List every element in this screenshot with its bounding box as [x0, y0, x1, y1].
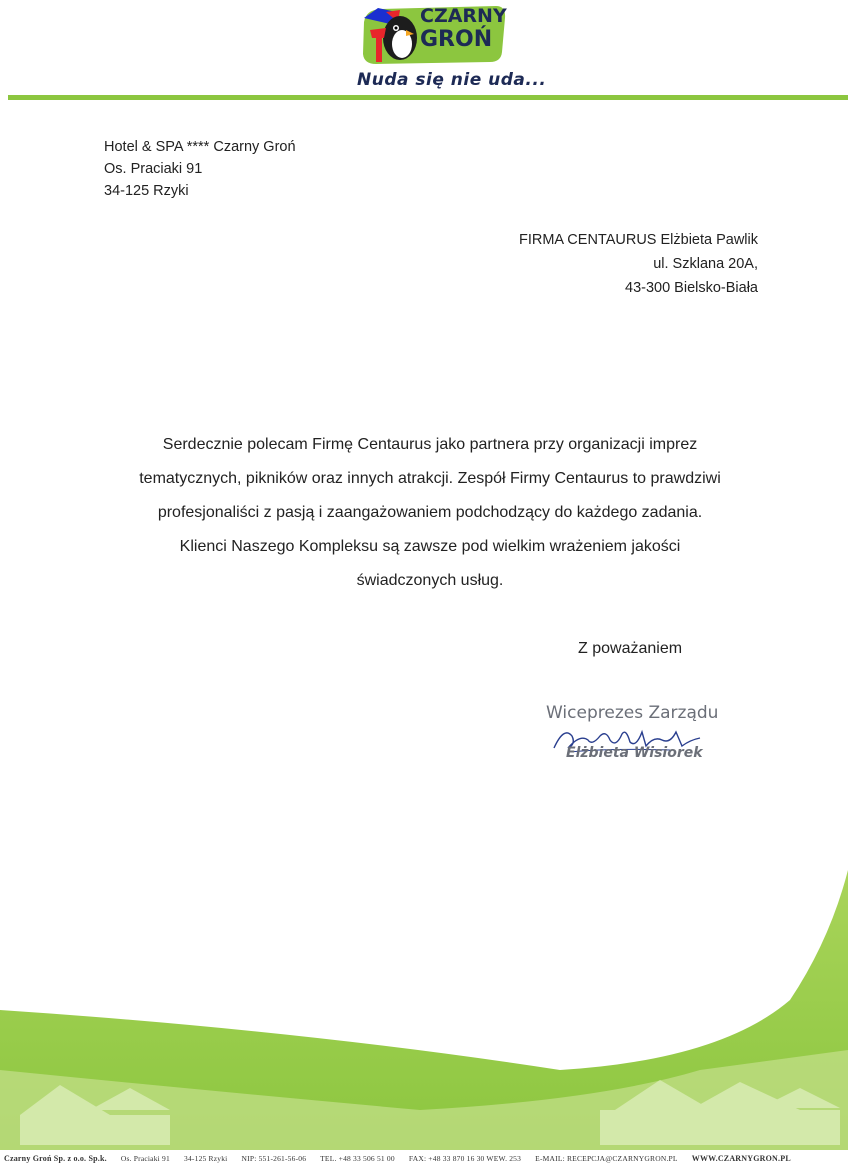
closing-phrase: Z poważaniem: [578, 640, 683, 657]
footer-company-name: Czarny Groń Sp. z o.o. Sp.k.: [4, 1154, 107, 1163]
header-divider: [8, 95, 848, 100]
letter-body: [110, 428, 750, 598]
footer-fax: FAX: +48 33 870 16 30 WEW. 253: [408, 1154, 522, 1163]
body-line: Klienci Naszego Kompleksu są zawsze pod wielkim wrażeniem jakości: [179, 538, 681, 555]
footer-email: E-MAIL: RECEPCJA@CZARNYGRON.PL: [535, 1154, 678, 1163]
recipient-line: FIRMA CENTAURUS Elżbieta Pawlik: [518, 232, 758, 248]
body-line: tematycznych, pikników oraz innych atrakcji. Zespół Firmy Centaurus to prawdziwi: [139, 470, 721, 487]
footer-company-info: [4, 1154, 848, 1163]
signature-title: Wiceprezes Zarządu: [546, 703, 719, 723]
sender-line: Hotel & SPA **** Czarny Groń: [104, 139, 296, 155]
logo-text-line1: CZARNY: [420, 5, 507, 27]
recipient-address: [519, 228, 758, 300]
logo-tagline: Nuda się nie uda...: [357, 70, 547, 90]
footer-city: 34-125 Rzyki: [184, 1154, 228, 1163]
footer-tel: TEL. +48 33 506 51 00: [320, 1154, 395, 1163]
sender-address: [104, 136, 296, 202]
body-line: Serdecznie polecam Firmę Centaurus jako partnera przy organizacji imprez: [162, 436, 698, 453]
sender-line: Os. Praciaki 91: [104, 161, 203, 177]
recipient-line: 43-300 Bielsko-Biała: [625, 280, 758, 296]
logo-text-line2: GROŃ: [420, 27, 493, 52]
footer-website: WWW.CZARNYGRON.PL: [691, 1154, 791, 1163]
footer-address: Os. Praciaki 91: [120, 1154, 170, 1163]
sender-line: 34-125 Rzyki: [104, 183, 189, 199]
recipient-line: ul. Szklana 20A,: [653, 256, 758, 272]
body-line: profesjonaliści z pasją i zaangażowaniem podchodzący do każdego zadania.: [157, 504, 703, 521]
signature-name: Elżbieta Wisiorek: [566, 745, 703, 761]
footer-landscape-graphic: [0, 860, 848, 1150]
footer-nip: NIP: 551-261-56-06: [241, 1154, 307, 1163]
body-line: świadczonych usług.: [356, 572, 504, 589]
